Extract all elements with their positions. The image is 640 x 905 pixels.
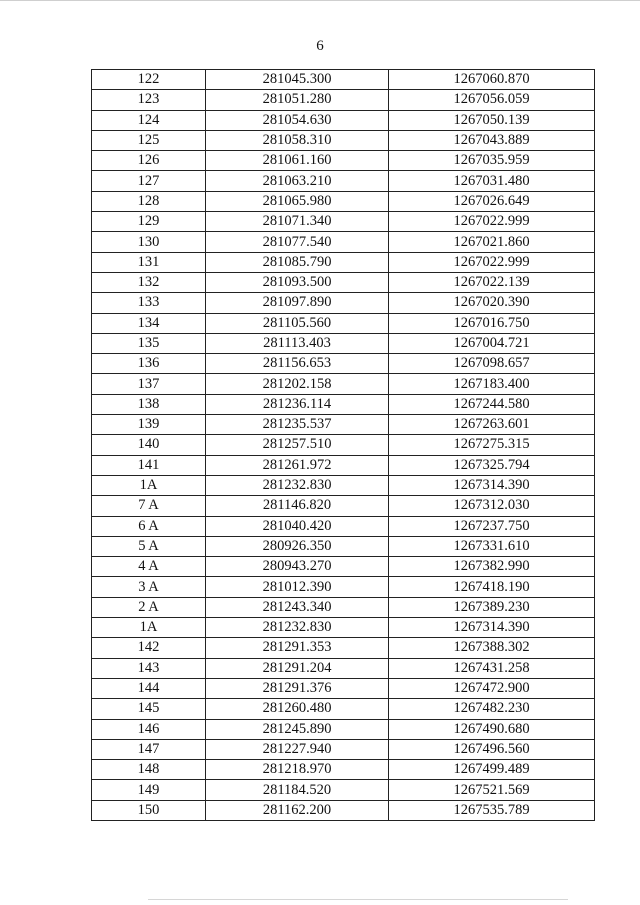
y-coordinate-cell: 1267331.610 [389,536,595,556]
x-coordinate-cell: 281065.980 [206,191,389,211]
y-coordinate-cell: 1267021.860 [389,232,595,252]
point-number-cell: 134 [92,313,206,333]
x-coordinate-cell: 281184.520 [206,780,389,800]
point-number-cell: 143 [92,658,206,678]
x-coordinate-cell: 280926.350 [206,536,389,556]
point-number-cell: 131 [92,252,206,272]
table-row [92,374,595,394]
point-number-cell: 3 A [92,577,206,597]
y-coordinate-cell: 1267314.390 [389,475,595,495]
table-row [92,90,595,110]
point-number-cell: 137 [92,374,206,394]
x-coordinate-cell: 281113.403 [206,333,389,353]
x-coordinate-cell: 281063.210 [206,171,389,191]
y-coordinate-cell: 1267431.258 [389,658,595,678]
point-number-cell: 125 [92,130,206,150]
x-coordinate-cell: 281054.630 [206,110,389,130]
point-number-cell: 7 A [92,496,206,516]
x-coordinate-cell: 281232.830 [206,618,389,638]
table-row [92,800,595,820]
x-coordinate-cell: 281146.820 [206,496,389,516]
x-coordinate-cell: 281227.940 [206,739,389,759]
x-coordinate-cell: 281012.390 [206,577,389,597]
x-coordinate-cell: 281260.480 [206,699,389,719]
page-top-edge [0,0,640,1]
y-coordinate-cell: 1267244.580 [389,394,595,414]
x-coordinate-cell: 281071.340 [206,212,389,232]
table-row [92,699,595,719]
x-coordinate-cell: 281291.353 [206,638,389,658]
y-coordinate-cell: 1267183.400 [389,374,595,394]
y-coordinate-cell: 1267382.990 [389,557,595,577]
point-number-cell: 2 A [92,597,206,617]
point-number-cell: 129 [92,212,206,232]
table-row [92,536,595,556]
point-number-cell: 140 [92,435,206,455]
table-row [92,171,595,191]
table-row [92,191,595,211]
x-coordinate-cell: 281232.830 [206,475,389,495]
x-coordinate-cell: 281105.560 [206,313,389,333]
point-number-cell: 5 A [92,536,206,556]
y-coordinate-cell: 1267022.139 [389,272,595,292]
x-coordinate-cell: 281058.310 [206,130,389,150]
y-coordinate-cell: 1267263.601 [389,415,595,435]
point-number-cell: 6 A [92,516,206,536]
point-number-cell: 127 [92,171,206,191]
x-coordinate-cell: 280943.270 [206,557,389,577]
point-number-cell: 128 [92,191,206,211]
table-row [92,272,595,292]
coordinates-table [91,69,595,821]
x-coordinate-cell: 281162.200 [206,800,389,820]
table-row [92,557,595,577]
x-coordinate-cell: 281077.540 [206,232,389,252]
point-number-cell: 136 [92,354,206,374]
y-coordinate-cell: 1267496.560 [389,739,595,759]
y-coordinate-cell: 1267418.190 [389,577,595,597]
table-row [92,597,595,617]
point-number-cell: 149 [92,780,206,800]
table-row [92,455,595,475]
y-coordinate-cell: 1267237.750 [389,516,595,536]
y-coordinate-cell: 1267060.870 [389,70,595,90]
y-coordinate-cell: 1267499.489 [389,760,595,780]
page-bottom-rule [148,899,568,900]
x-coordinate-cell: 281097.890 [206,293,389,313]
table-row [92,435,595,455]
table-row [92,496,595,516]
point-number-cell: 145 [92,699,206,719]
x-coordinate-cell: 281085.790 [206,252,389,272]
point-number-cell: 141 [92,455,206,475]
x-coordinate-cell: 281156.653 [206,354,389,374]
x-coordinate-cell: 281291.376 [206,678,389,698]
x-coordinate-cell: 281093.500 [206,272,389,292]
point-number-cell: 142 [92,638,206,658]
y-coordinate-cell: 1267388.302 [389,638,595,658]
point-number-cell: 135 [92,333,206,353]
table-row [92,658,595,678]
table-row [92,415,595,435]
y-coordinate-cell: 1267312.030 [389,496,595,516]
y-coordinate-cell: 1267490.680 [389,719,595,739]
point-number-cell: 132 [92,272,206,292]
y-coordinate-cell: 1267022.999 [389,252,595,272]
point-number-cell: 126 [92,151,206,171]
table-row [92,354,595,374]
x-coordinate-cell: 281061.160 [206,151,389,171]
y-coordinate-cell: 1267325.794 [389,455,595,475]
table-row [92,130,595,150]
page-number: 6 [316,38,324,54]
point-number-cell: 1A [92,618,206,638]
x-coordinate-cell: 281243.340 [206,597,389,617]
point-number-cell: 150 [92,800,206,820]
table-row [92,151,595,171]
y-coordinate-cell: 1267389.230 [389,597,595,617]
point-number-cell: 147 [92,739,206,759]
x-coordinate-cell: 281202.158 [206,374,389,394]
y-coordinate-cell: 1267035.959 [389,151,595,171]
x-coordinate-cell: 281236.114 [206,394,389,414]
table-row [92,739,595,759]
table-row [92,293,595,313]
y-coordinate-cell: 1267275.315 [389,435,595,455]
table-row [92,577,595,597]
point-number-cell: 146 [92,719,206,739]
y-coordinate-cell: 1267472.900 [389,678,595,698]
y-coordinate-cell: 1267482.230 [389,699,595,719]
y-coordinate-cell: 1267050.139 [389,110,595,130]
table-row [92,70,595,90]
y-coordinate-cell: 1267098.657 [389,354,595,374]
table-row [92,516,595,536]
y-coordinate-cell: 1267535.789 [389,800,595,820]
point-number-cell: 4 A [92,557,206,577]
x-coordinate-cell: 281257.510 [206,435,389,455]
point-number-cell: 123 [92,90,206,110]
y-coordinate-cell: 1267026.649 [389,191,595,211]
coordinates-table-body [92,70,595,821]
x-coordinate-cell: 281051.280 [206,90,389,110]
table-row [92,780,595,800]
point-number-cell: 130 [92,232,206,252]
table-row [92,719,595,739]
x-coordinate-cell: 281291.204 [206,658,389,678]
point-number-cell: 1A [92,475,206,495]
x-coordinate-cell: 281218.970 [206,760,389,780]
point-number-cell: 148 [92,760,206,780]
table-row [92,313,595,333]
table-row [92,475,595,495]
table-row [92,638,595,658]
x-coordinate-cell: 281045.300 [206,70,389,90]
table-row [92,232,595,252]
table-row [92,394,595,414]
point-number-cell: 139 [92,415,206,435]
x-coordinate-cell: 281261.972 [206,455,389,475]
x-coordinate-cell: 281235.537 [206,415,389,435]
y-coordinate-cell: 1267043.889 [389,130,595,150]
y-coordinate-cell: 1267004.721 [389,333,595,353]
y-coordinate-cell: 1267031.480 [389,171,595,191]
table-row [92,212,595,232]
y-coordinate-cell: 1267314.390 [389,618,595,638]
y-coordinate-cell: 1267020.390 [389,293,595,313]
y-coordinate-cell: 1267521.569 [389,780,595,800]
point-number-cell: 144 [92,678,206,698]
y-coordinate-cell: 1267056.059 [389,90,595,110]
point-number-cell: 124 [92,110,206,130]
y-coordinate-cell: 1267022.999 [389,212,595,232]
table-row [92,760,595,780]
table-row [92,110,595,130]
point-number-cell: 133 [92,293,206,313]
table-row [92,333,595,353]
x-coordinate-cell: 281245.890 [206,719,389,739]
point-number-cell: 138 [92,394,206,414]
table-row [92,678,595,698]
table-row [92,618,595,638]
x-coordinate-cell: 281040.420 [206,516,389,536]
table-row [92,252,595,272]
y-coordinate-cell: 1267016.750 [389,313,595,333]
point-number-cell: 122 [92,70,206,90]
